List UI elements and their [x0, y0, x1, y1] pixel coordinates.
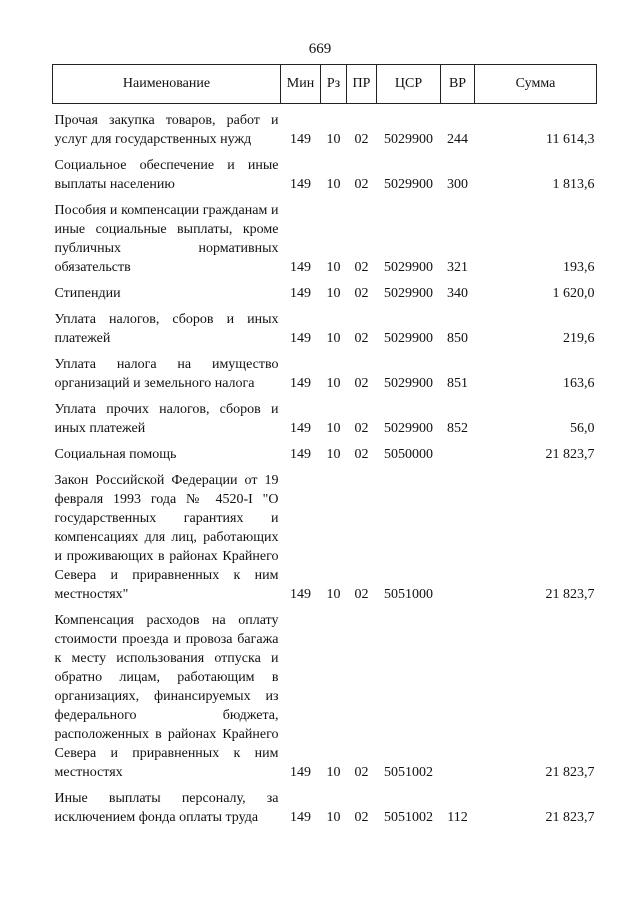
col-header-vr: ВР — [441, 65, 475, 104]
cell-pr: 02 — [354, 376, 369, 391]
cell-min: 149 — [290, 177, 311, 192]
cell-min: 149 — [290, 260, 311, 275]
cell-vr — [441, 438, 475, 464]
cell-pr: 02 — [354, 260, 369, 275]
cell-pr: 02 — [354, 132, 369, 147]
cell-sum: 219,6 — [563, 331, 595, 346]
cell-name: Закон Российской Федерации от 19 февраля 1993 года № 4520-I "О государственных гарантиях и компенсациях для лиц, работающих и проживающих в районах Крайнего Севера и приравненных к ним местностях" — [54, 473, 279, 602]
cell-name: Компенсация расходов на оплату стоимости проезда и провоза багажа к месту использования отпуска и обратно лицам, работающим в организациях, финансируемых из федерального бюджета, расположенных в районах Крайнего Севера и приравненных к ним местностях — [54, 613, 279, 780]
cell-rz: 10 — [326, 447, 341, 462]
table-row — [53, 277, 597, 303]
cell-min: 149 — [290, 765, 311, 780]
col-header-rz: Рз — [321, 65, 347, 104]
col-header-csr: ЦСР — [377, 65, 441, 104]
cell-sum: 163,6 — [563, 376, 595, 391]
cell-sum: 56,0 — [570, 421, 595, 436]
budget-table — [52, 64, 597, 827]
cell-csr: 5050000 — [384, 447, 433, 462]
table-row — [53, 194, 597, 277]
cell-rz: 10 — [326, 765, 341, 780]
cell-csr: 5029900 — [384, 177, 433, 192]
col-header-pr: ПР — [347, 65, 377, 104]
cell-vr: 321 — [447, 260, 468, 275]
col-header-sum: Сумма — [475, 65, 597, 104]
cell-vr: 850 — [447, 331, 468, 346]
cell-csr: 5029900 — [384, 260, 433, 275]
table-row — [53, 348, 597, 393]
cell-vr: 244 — [447, 132, 468, 147]
cell-vr — [441, 464, 475, 604]
cell-sum: 21 823,7 — [545, 447, 595, 462]
cell-vr: 112 — [447, 810, 468, 825]
cell-csr: 5029900 — [384, 421, 433, 436]
cell-sum: 21 823,7 — [545, 765, 595, 780]
cell-csr: 5051002 — [384, 765, 433, 780]
cell-name: Уплата налога на имущество организаций и земельного налога — [54, 357, 279, 391]
table-row — [53, 438, 597, 464]
cell-name: Социальная помощь — [54, 447, 177, 462]
cell-vr: 851 — [447, 376, 468, 391]
cell-rz: 10 — [326, 421, 341, 436]
table-row — [53, 303, 597, 348]
cell-csr: 5029900 — [384, 376, 433, 391]
cell-pr: 02 — [354, 810, 369, 825]
cell-pr: 02 — [354, 286, 369, 301]
cell-name: Социальное обеспечение и иные выплаты населению — [54, 158, 279, 192]
cell-pr: 02 — [354, 587, 369, 602]
cell-min: 149 — [290, 132, 311, 147]
cell-pr: 02 — [354, 331, 369, 346]
cell-rz: 10 — [326, 132, 341, 147]
cell-min: 149 — [290, 376, 311, 391]
table-row — [53, 464, 597, 604]
cell-rz: 10 — [326, 177, 341, 192]
cell-name: Прочая закупка товаров, работ и услуг для государственных нужд — [54, 113, 279, 147]
cell-pr: 02 — [354, 421, 369, 436]
cell-name: Уплата прочих налогов, сборов и иных платежей — [54, 402, 279, 436]
cell-csr: 5051000 — [384, 587, 433, 602]
cell-csr: 5029900 — [384, 132, 433, 147]
cell-name: Иные выплаты персоналу, за исключением фонда оплаты труда — [54, 791, 279, 825]
cell-sum: 193,6 — [563, 260, 595, 275]
cell-min: 149 — [290, 286, 311, 301]
cell-sum: 21 823,7 — [545, 810, 595, 825]
table-row — [53, 782, 597, 827]
table-row — [53, 393, 597, 438]
cell-rz: 10 — [326, 587, 341, 602]
cell-sum: 21 823,7 — [545, 587, 595, 602]
cell-sum: 1 813,6 — [552, 177, 595, 192]
cell-pr: 02 — [354, 765, 369, 780]
cell-csr: 5051002 — [384, 810, 433, 825]
cell-csr: 5029900 — [384, 286, 433, 301]
cell-pr: 02 — [354, 447, 369, 462]
col-header-min: Мин — [281, 65, 321, 104]
cell-rz: 10 — [326, 376, 341, 391]
cell-rz: 10 — [326, 286, 341, 301]
table-row — [53, 149, 597, 194]
cell-name: Уплата налогов, сборов и иных платежей — [54, 312, 279, 346]
cell-vr: 340 — [447, 286, 468, 301]
cell-name: Пособия и компенсации гражданам и иные социальные выплаты, кроме публичных нормативных обязательств — [54, 203, 279, 275]
cell-min: 149 — [290, 447, 311, 462]
cell-vr: 300 — [447, 177, 468, 192]
cell-sum: 1 620,0 — [552, 286, 595, 301]
cell-min: 149 — [290, 421, 311, 436]
cell-csr: 5029900 — [384, 331, 433, 346]
cell-min: 149 — [290, 810, 311, 825]
cell-vr: 852 — [447, 421, 468, 436]
table-row — [53, 104, 597, 150]
cell-pr: 02 — [354, 177, 369, 192]
table-row — [53, 604, 597, 782]
cell-rz: 10 — [326, 260, 341, 275]
table-header-row — [53, 65, 597, 104]
cell-rz: 10 — [326, 331, 341, 346]
cell-min: 149 — [290, 587, 311, 602]
cell-name: Стипендии — [54, 286, 121, 301]
cell-min: 149 — [290, 331, 311, 346]
page-number: 669 — [308, 41, 332, 57]
cell-sum: 11 614,3 — [546, 132, 595, 147]
cell-vr — [441, 604, 475, 782]
cell-rz: 10 — [326, 810, 341, 825]
col-header-name: Наименование — [53, 65, 281, 104]
